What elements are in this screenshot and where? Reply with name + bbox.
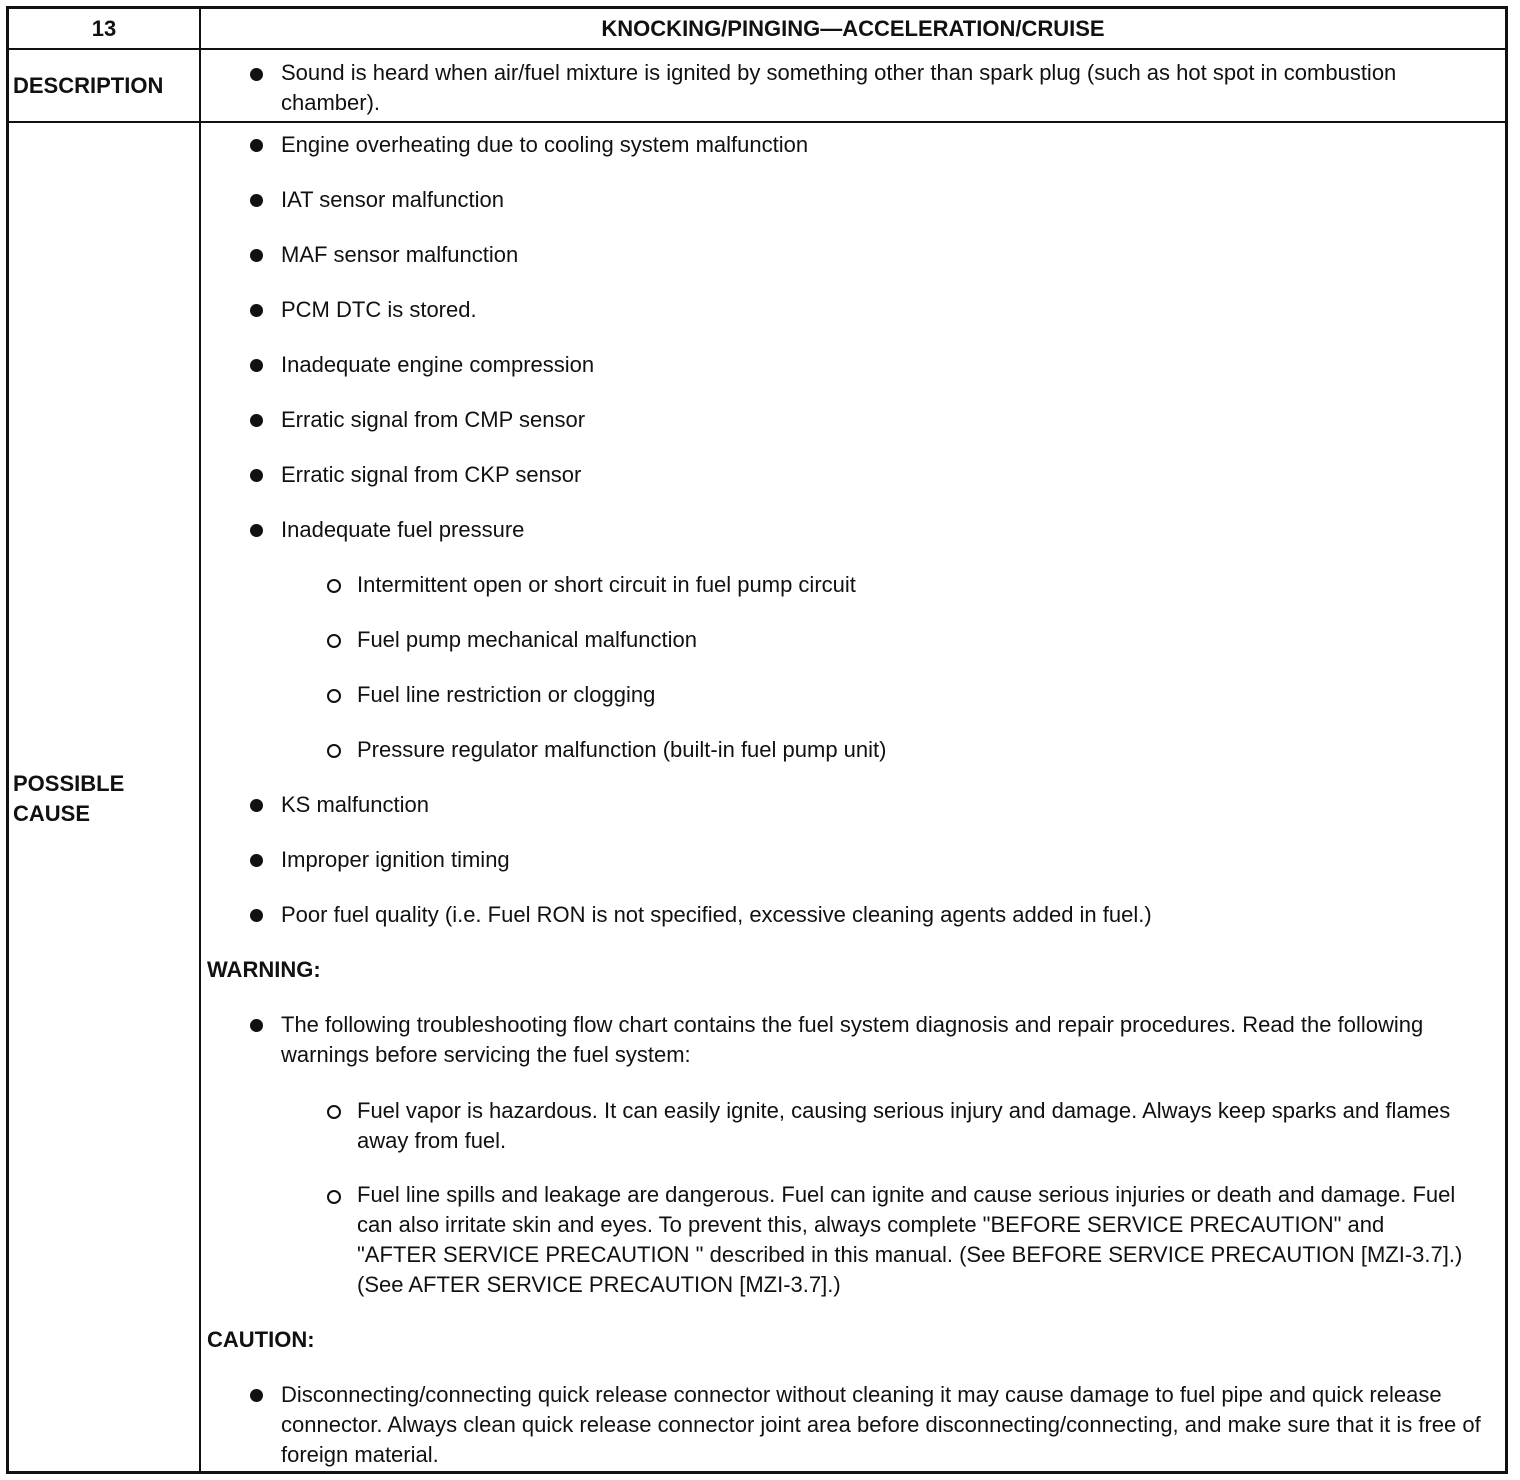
possible-cause-label [13,769,193,829]
bullet-icon [250,1389,263,1402]
symptom-title: KNOCKING/PINGING—ACCELERATION/CRUISE [601,15,1105,41]
caution-heading: CAUTION: [207,1327,315,1352]
cause-subitem: Intermittent open or short circuit in fuel pump circuit [357,572,856,597]
bullet-icon [250,909,263,922]
warning-item: The following troubleshooting flow chart contains the fuel system diagnosis and repair procedures. Read the following warnings before servicing the fuel system: [281,1012,1424,1067]
sub-bullet-icon [327,689,341,703]
bullet-icon [250,68,263,81]
column-divider [199,9,201,1471]
bullet-icon [250,799,263,812]
row-divider-header [9,48,1505,50]
possible-cause-label-line1: POSSIBLE [13,771,125,796]
warning-heading: WARNING: [207,957,321,982]
description-text: Sound is heard when air/fuel mixture is ignited by something other than spark plug (such as hot spot in combustion chamber). [281,60,1397,115]
cause-subitem: Fuel pump mechanical malfunction [357,627,697,652]
cause-item: Erratic signal from CMP sensor [281,407,586,432]
cause-subitem: Fuel line restriction or clogging [357,682,656,707]
bullet-icon [250,249,263,262]
troubleshooting-table [6,6,1508,1474]
bullet-icon [250,359,263,372]
cause-item: Poor fuel quality (i.e. Fuel RON is not specified, excessive cleaning agents added in fuel.) [281,902,1152,927]
bullet-icon [250,469,263,482]
warning-subitem: Fuel line spills and leakage are dangerous. Fuel can ignite and cause serious injuries or death and damage. Fuel can also irritate skin and eyes. To prevent this, always complete "BEFORE SERVICE PRECAUTION" and "AFTER SERVICE PRECAUTION " described in this manual. (See BEFORE SERVICE PRECAUTION [MZI-3.7].) (See AFTER SERVICE PRECAUTION [MZI-3.7].) [357,1182,1463,1297]
sub-bullet-icon [327,1105,341,1119]
bullet-icon [250,414,263,427]
cause-item: PCM DTC is stored. [281,297,477,322]
bullet-icon [250,139,263,152]
cause-item: Engine overheating due to cooling system malfunction [281,132,809,157]
bullet-icon [250,1019,263,1032]
cause-item: Improper ignition timing [281,847,510,872]
bullet-icon [250,524,263,537]
cause-item: Inadequate engine compression [281,352,595,377]
step-number: 13 [91,15,117,41]
bullet-icon [250,304,263,317]
cause-item: IAT sensor malfunction [281,187,504,212]
sub-bullet-icon [327,1190,341,1204]
sub-bullet-icon [327,634,341,648]
cause-item: Inadequate fuel pressure [281,517,525,542]
cause-item: Erratic signal from CKP sensor [281,462,582,487]
warning-subitem: Fuel vapor is hazardous. It can easily ignite, causing serious injury and damage. Always keep sparks and flames away from fuel. [357,1098,1451,1153]
cause-item: MAF sensor malfunction [281,242,519,267]
possible-cause-label-line2: CAUSE [13,801,91,826]
sub-bullet-icon [327,579,341,593]
cause-item: KS malfunction [281,792,429,817]
description-label: DESCRIPTION [13,72,164,98]
bullet-icon [250,194,263,207]
caution-item: Disconnecting/connecting quick release connector without cleaning it may cause damage to fuel pipe and quick release connector. Always clean quick release connector joint area before disconnecting/connecting, and make sure that it is free of foreign material. [281,1382,1481,1467]
sub-bullet-icon [327,744,341,758]
bullet-icon [250,854,263,867]
row-divider-description [9,121,1505,123]
cause-subitem: Pressure regulator malfunction (built-in fuel pump unit) [357,737,887,762]
